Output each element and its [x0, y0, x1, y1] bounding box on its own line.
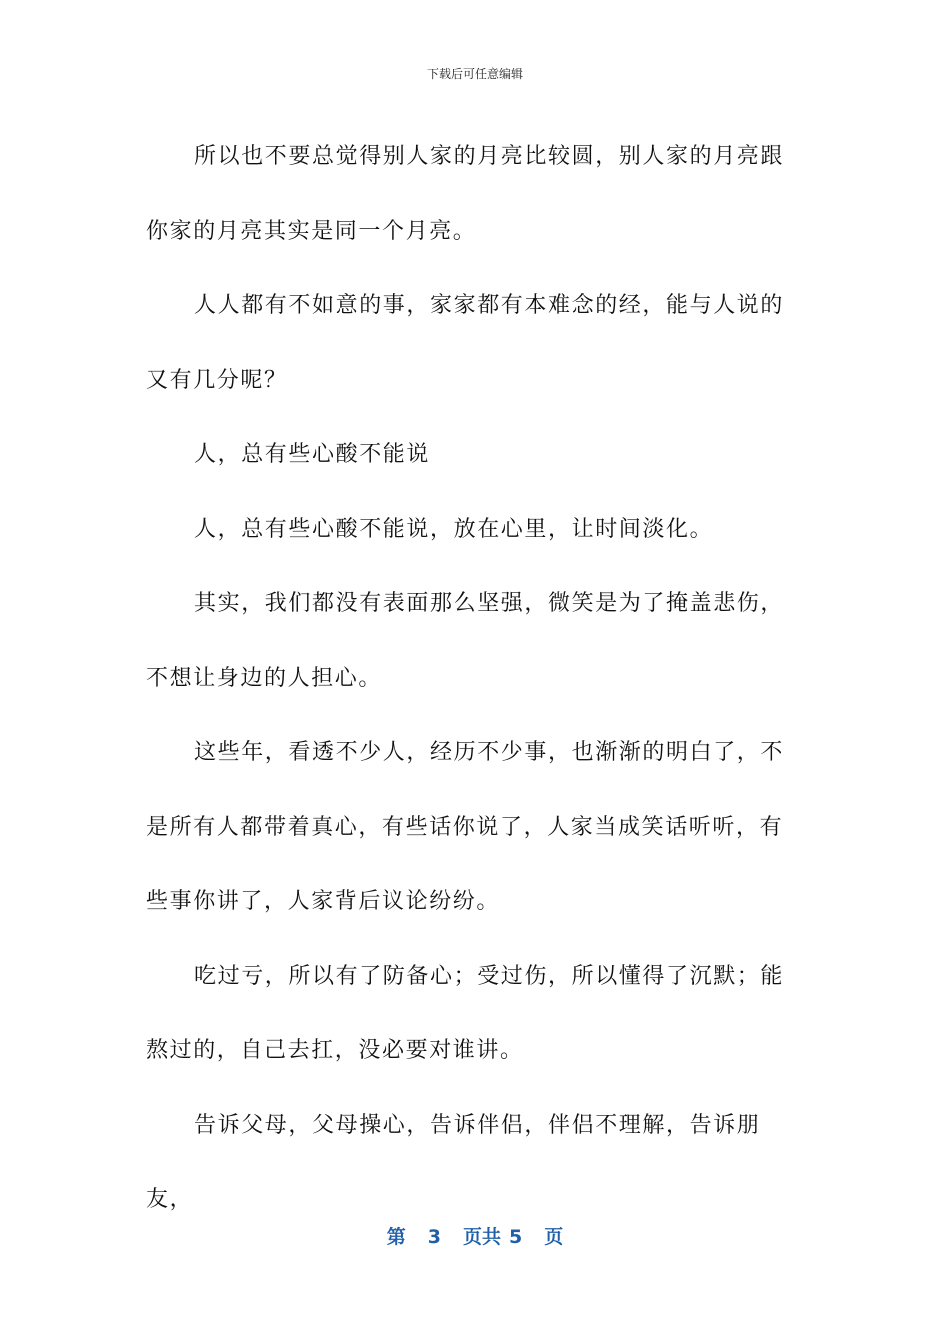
- paragraph-7: 吃过亏，所以有了防备心；受过伤，所以懂得了沉默；能熬过的，自己去扛，没必要对谁讲。: [146, 963, 785, 1063]
- paragraph-8: 告诉父母，父母操心，告诉伴侣，伴侣不理解，告诉朋友，: [146, 1112, 761, 1212]
- download-note-header: 下载后可任意编辑: [426, 67, 523, 81]
- page-mid: 页共: [462, 1226, 501, 1248]
- page-suffix: 页: [544, 1226, 564, 1248]
- document-body: [146, 120, 806, 1238]
- paragraph-3: 人，总有些心酸不能说: [194, 442, 431, 467]
- page-prefix: 第: [386, 1226, 406, 1248]
- total-pages-number: 5: [509, 1226, 523, 1248]
- current-page-number: 3: [427, 1226, 441, 1248]
- paragraph-1: 所以也不要总觉得别人家的月亮比较圆，别人家的月亮跟你家的月亮其实是同一个月亮。: [146, 144, 785, 244]
- page-number-footer: [0, 1224, 950, 1250]
- paragraph-2: 人人都有不如意的事，家家都有本难念的经，能与人说的又有几分呢？: [146, 293, 785, 393]
- paragraph-5: 其实，我们都没有表面那么坚强，微笑是为了掩盖悲伤，不想让身边的人担心。: [146, 591, 785, 691]
- paragraph-6: 这些年，看透不少人，经历不少事，也渐渐的明白了，不是所有人都带着真心，有些话你说了，人家当成笑话听听，有些事你讲了，人家背后议论纷纷。: [146, 740, 785, 914]
- paragraph-4: 人，总有些心酸不能说，放在心里，让时间淡化。: [194, 516, 714, 542]
